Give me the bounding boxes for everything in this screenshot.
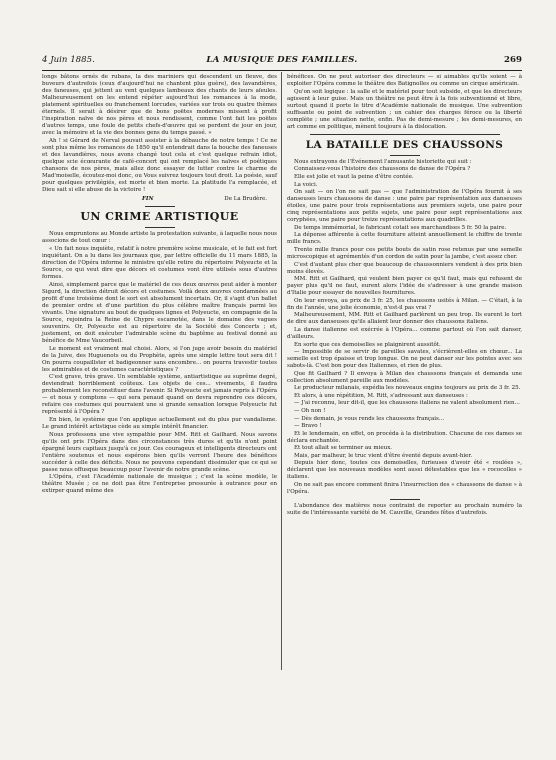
author-name: De La Brudère. [224,196,267,203]
paragraph: L'Opéra, c'est l'Académie nationale de musique ; c'est la scène modèle, le théâtre Musée ; ce ne doit pas être l'entreprise pressurée à outrance pour en extirper quand même des [42,474,277,495]
paragraph: On ne sait pas encore comment finira l'insurrection des « chaussons de danse » à l'Opéra. [287,481,522,495]
paragraph: — Dès demain, je vous rends les chaussons français... [294,415,445,422]
fin-label: FIN [142,196,154,203]
title-underline [145,227,175,228]
left-column [42,74,277,496]
header-date: 4 Juin 1885. [42,55,95,65]
paragraph: On sait — on l'on ne sait pas — que l'administration de l'Opéra fournit à ses danseuses leurs chaussons de danse : une paire par représentation aux danseuses étoiles, une paire pour trois représentations aux premiers sujets, une paire pour cinq représentations aux petits sujets, une paire pour sept représentations aux coryphées, une paire pour treize représentations aux quadrilles. [287,189,522,224]
page-header [42,52,522,68]
paragraph: Ah ! si Gérard de Nerval pouvait assister à la débauche de notre temps ! Ce ne sont plus même les romances de 1850 qu'il entendrait dans la bouche des faneuses et des lavandières, nous avons changé tout cela et c'est quelque refrain idiot, quelque scie écœurante de café-concert qui ont remplacé les naïves et poétiques chansons de nos pères, mais allez donc essayer de lutter contre le charme de Mad'moiselle, écoutez-moi donc, ou Vous suivrez toujours tout droit. La poésie, sauf pour quelques privilégiés, est morte et bien morte. La platitude l'a remplacée, et Dieu sait si elle abuse de la victoire ! [42,137,277,194]
paragraph: La voici. [294,181,318,188]
article-title: UN CRIME ARTISTIQUE [80,210,239,224]
paragraph: De temps immémorial, le fabricant cotait ses marchandises 5 fr. 50 la paire. [294,224,507,231]
paragraph: Et tout allait se terminer au mieux. [294,445,393,452]
section-divider [310,134,500,135]
paragraph: MM. Ritt et Gailhard, qui veulent bien payer ce qu'il faut, mais qui refusent de payer plus qu'il ne faut, eurent alors l'idée de s'adresser à une grande maison d'Italie pour essayer de nouvelles fournitures. [287,276,522,297]
section-divider [390,499,420,500]
paragraph: On leur envoya, au prix de 3 fr. 25, les chaussons usités à Milan. — C'était, à la fin de l'année, une jolie économie, n'est-il pas vrai ? [287,297,522,311]
paragraph: « Un fait nous inquiète, relatif à notre première scène musicale, et le fait est fort inquiétant. On a lu dans les journaux que, par lettre officielle du 11 mars 1885, la direction de l'Opéra informe le ministre qu'elle retire du répertoire Polyeucte et la Source, ce qui veut dire que décors et costumes vont être utilisés sous d'autres formes. [42,245,277,281]
signature-line [52,196,267,203]
paragraph: — Impossible de se servir de pareilles savates, s'écrièrent-elles en chœur... La semelle est trop épaisse et trop longue. On ne peut danser sur les pointes avec ses sabots-là. C'est bon pour des Italiennes, et rien de plus. [287,349,522,370]
paragraph: — Bravo ! [294,423,322,430]
paragraph: L'abondance des matières nous contraint de reporter au prochain numéro la suite de l'intéressante variété de M. Cauville, Grandes fêtes d'autrefois. [287,503,522,517]
header-page-number: 269 [504,55,522,65]
paragraph: La dépense afférente à cette fourniture atteint annuellement le chiffre de trente mille francs. [287,232,522,246]
paragraph: bénéfices. On ne peut autoriser des directeurs — si aimables qu'ils soient — à exploiter l'Opéra comme le théâtre des Batignolles ou comme un cirque américain. [287,74,522,88]
paragraph: Le producteur milanais, expédia les nouveaux engins toujours au prix de 3 fr. 25. [294,385,521,392]
paragraph: Depuis hier donc, toutes ces demoiselles, furieuses d'avoir été « roulées », déclarent que les nouveaux modèles sont aussi détestables que les « rococolles » italiens. [287,460,522,481]
paragraph: Elle est jolie et vaut la peine d'être contée. [294,173,414,180]
paragraph: Connaissez-vous l'histoire des chaussons de danse de l'Opéra ? [294,166,471,173]
paragraph: Mais, par malheur, le truc vient d'être éventé depuis avant-hier. [294,452,473,459]
paragraph: Que fit Gailhard ? Il envoya à Milan des chaussons français et demanda une collection absolument pareille aux modèles. [287,370,522,384]
paragraph: — Oh non ! [294,407,326,414]
paragraph: Nous empruntons au Monde artiste la protestation suivante, à laquelle nous nous associons de tout cœur : [42,231,277,245]
column-divider [281,72,282,670]
paragraph: longs bâtons ornés de rubans, la des mariniers qui descendent un fleuve, des buveurs d'autrefois (ceux d'aujourd'hui ne chantent plus guère), des lavandières, des faneuses, qui jettent au vent quelques lambeaux des chants de leurs aïeules. Malheureusement on les entend répéter aujourd'hui les romances à la mode, platement spirituelles ou franchement lorcudes, variées sur trois ou quatre thèmes éternels. Il serait à désirer que de bons poëtes modernes missent à profit l'inspiration naïve de nos pères et nous rendissent, comme l'ont fait les poëtes d'autres temps, une foule de petits chefs-d'œuvre qui se perdent de jour en jour, avec la mémoire et la vie des bonnes gens du temps passé. » [42,74,277,137]
paragraph: Et le lendemain, en effet, on procéda à la distribution. Chacune de ces dames se déclara enchantée. [287,430,522,444]
paragraph: Ainsi, simplement parce que le matériel de ces deux œuvres peut aider à monter Sigurd, la direction détruit décors et costumes. Voilà deux œuvres condamnées au profit d'une troisième dont le sort est absolument incertain. Or, il s'agit d'un ballet de premier ordre et d'une partition du plus célèbre maître français parmi les vivants. Une signature au bout de quelques lignes et Polyeucte, en compagnie de la Source, rejoindra la Reine de Chypre escamotée, dans le domaine des vagues souvenirs. Or, Polyeucte est au répertoire de la Société des Concerts ; et, justement, on doit exécuter l'admirable scène du baptême au festival donné au bénéfice de Mme Vaucorbeil. [42,281,277,344]
paragraph: En bien, le système que l'on applique actuellement est du plus pur vandalisme. Le grand intérêt artistique cède au simple intérêt financier. [42,417,277,431]
paragraph: C'est grave, très grave. Un semblable système, antiartistique au suprême degré, deviendrait horriblement coûteux. Les objets de ces... vivements, il faudra probablement les reconstituer dans l'avenir. Si Polyeucte est jamais repris à l'Opéra — et nous y comptons — qui sera penaud quand on devra reprendre ces décors, refaire ces costumes qui pourraient une si grande sensation lorsque Polyeucte fut représenté à l'Opéra ? [42,374,277,416]
header-title: LA MUSIQUE DES FAMILLES. [206,55,358,65]
section-divider [145,206,175,207]
paragraph: — J'ai reconnu, leur dit-il, que les chaussons italiens ne valent absolument rien... [294,400,520,407]
article-title: LA BATAILLE DES CHAUSSONS [305,138,504,151]
right-column [287,74,522,518]
paragraph: Nous extrayons de l'Événement l'amusante historiette qui suit : [294,158,472,165]
header-rule [42,70,522,71]
paragraph: Et alors, à une répétition, M. Ritt, s'adressant aux danseuses : [294,392,468,399]
paragraph: La danse italienne est exécrée à l'Opéra... comme partout où l'on sait danser, d'ailleurs. [287,326,522,340]
paragraph: Nous professons une vive sympathie pour MM. Ritt et Gailhard. Nous savons qu'ils ont pris l'Opéra dans des circonstances très dures et qu'ils n'ont point épargné leurs capitaux jusqu'à ce jour. Ces courageux et intelligents directeurs ont l'entière soutenus et nous espérons bien qu'ils verront l'heure des bénéfices succéder à celle des déficits. Nous ne pouvons cependant dissimuler que ce qui se passe nous offusque beaucoup pour l'avenir de notre grande scène. [42,431,277,473]
paragraph: Malheureusement, MM. Ritt et Gailhard parlèrent un peu trop. Ils eurent le tort de dire aux danseuses qu'ils allaient leur donner des chaussons italiens. [287,312,522,326]
paragraph: C'est d'autant plus cher que beaucoup de chaussonniers vendent à des prix bien moins élevés. [287,261,522,275]
title-underline [390,155,420,156]
paragraph: Le moment est vraiment mal choisi. Alors, si l'on juge avoir besoin du matériel de la Juive, des Huguenots ou du Prophète, après une simple lettre tout sera dit ! On pourra coupaillster et badigeonner sans encombre... on pourra travestir toutes les admirables et de costumes caractéristiques ? [42,345,277,373]
paragraph: Qu'on soit logique : la salle et le matériel pour tout subside, et que les directeurs agissent à leur guise. Mais un théâtre ne peut être à la fois subventionné et libre, surtout quand il porte le titre d'Académie nationale de musique. Une subvention suffisante ou point de subvention ; un cahier des charges féroce ou la liberté complète ; une situation nette, enfin. Pas de demi-mesure ; les demi-mesures, en art comme en politique, mènent toujours à la dislocation. [287,88,522,130]
paragraph: En sorte que ces demoiselles se plaignirent aussitôt. [294,341,441,348]
paragraph: Trente mille francs pour ces petits bouts de satin rose retenus par une semelle microscopique et agrémentés d'un cordon de satin pour la jambe, c'est assez cher. [287,246,522,260]
